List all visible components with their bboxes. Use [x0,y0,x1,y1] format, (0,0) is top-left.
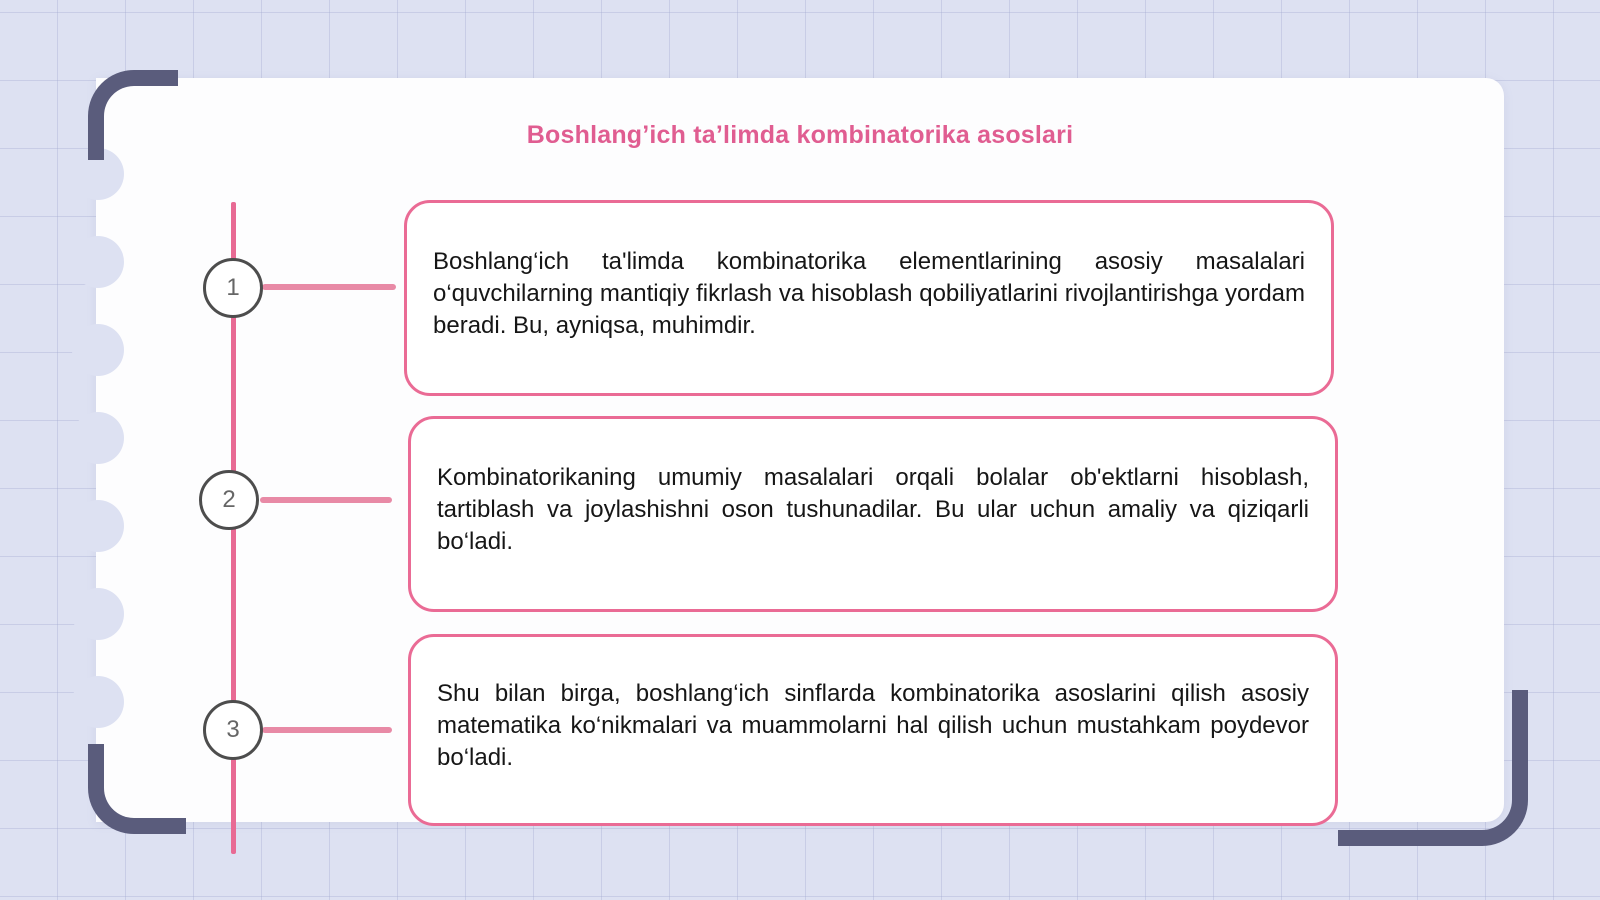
paper-scallop [72,324,124,376]
card-text: Boshlang‘ich ta'limda kombinatorika elementlarining asosiy masalalari o‘quvchilarning mantiqiy fikrlash va hisoblash qobiliyatlarini rivojlantirishga yordam beradi. Bu, ayniqsa, muhimdir. [433,248,1305,339]
info-card [408,416,1338,612]
timeline-connector [262,284,396,290]
step-number-circle: 2 [199,470,259,530]
corner-bracket-bottom-right [1338,690,1528,846]
paper-scallop [72,588,124,640]
step-number-circle: 3 [203,700,263,760]
step-number-circle: 1 [203,258,263,318]
info-card [404,200,1334,396]
paper-scallop [72,236,124,288]
card-text: Shu bilan birga, boshlang‘ich sinflarda kombinatorika asoslarini qilish asosiy matematika ko‘nikmalari va muammolarni hal qilish uchun mustahkam poydevor bo‘ladi. [437,680,1309,771]
info-card [408,634,1338,826]
timeline-connector [262,727,392,733]
card-text: Kombinatorikaning umumiy masalalari orqali bolalar ob'ektlarni hisoblash, tartiblash va joylashishni oson tushunadilar. Bu ular uchun amaliy va qiziqarli bo‘ladi. [437,464,1309,555]
paper-scallop [72,412,124,464]
timeline-connector [260,497,392,503]
corner-bracket-bottom-left [88,744,186,834]
paper-scallop [72,500,124,552]
slide-title: Boshlang’ich ta’limda kombinatorika asoslari [526,121,1074,149]
paper-scallop [72,676,124,728]
